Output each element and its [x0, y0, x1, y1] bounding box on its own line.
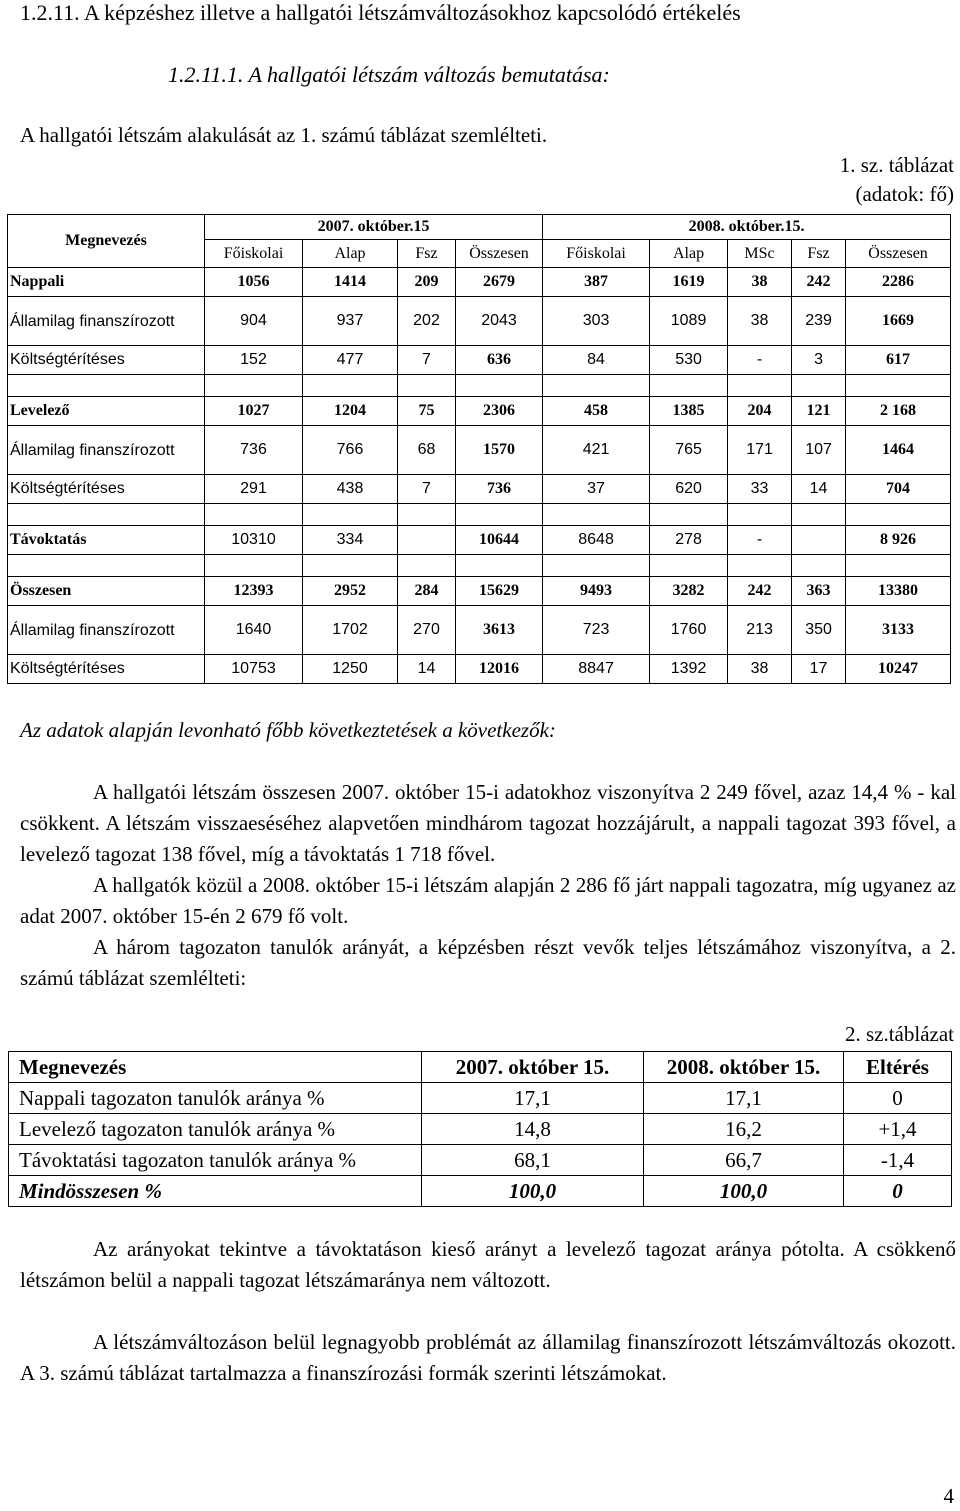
intro-text: A hallgatói létszám alakulását az 1. számú táblázat szemlélteti. — [20, 123, 548, 147]
table-cell: 7 — [398, 346, 456, 375]
table-cell: 12393 — [205, 577, 303, 606]
table-cell: 2306 — [456, 397, 543, 426]
table-cell: Levelező tagozaton tanulók aránya % — [9, 1114, 422, 1145]
section-heading: 1.2.11. A képzéshez illetve a hallgatói létszámváltozásokhoz kapcsolódó értékelés — [20, 0, 741, 25]
col-header: Alap — [650, 240, 728, 268]
row-label: Államilag finanszírozott — [8, 426, 205, 475]
table-cell: 0 — [844, 1083, 952, 1114]
row-label: Költségtérítéses — [8, 475, 205, 504]
table-cell: 33 — [728, 475, 792, 504]
table-cell: 2679 — [456, 268, 543, 297]
table-cell: 1669 — [846, 297, 951, 346]
table-cell: 84 — [543, 346, 650, 375]
table-cell: 937 — [303, 297, 398, 346]
col-header: 2008. október 15. — [644, 1052, 844, 1083]
table-cell: 1056 — [205, 268, 303, 297]
table-cell: 75 — [398, 397, 456, 426]
table-row — [9, 1114, 952, 1145]
table-cell: 202 — [398, 297, 456, 346]
row-label: Levelező — [8, 397, 205, 426]
table-cell: 1414 — [303, 268, 398, 297]
table-row — [8, 606, 951, 655]
table-cell: 66,7 — [644, 1145, 844, 1176]
col-header: Főiskolai — [543, 240, 650, 268]
table-cell: 15629 — [456, 577, 543, 606]
table-row — [8, 526, 951, 555]
col-header: Megnevezés — [9, 1052, 422, 1083]
table-cell: 736 — [205, 426, 303, 475]
table-cell: 477 — [303, 346, 398, 375]
table-cell: 37 — [543, 475, 650, 504]
table-cell: 303 — [543, 297, 650, 346]
conclusion-paragraphs — [20, 777, 956, 994]
table-cell: 1392 — [650, 655, 728, 684]
table-cell: 1089 — [650, 297, 728, 346]
table-row — [8, 475, 951, 504]
table-cell: 387 — [543, 268, 650, 297]
closing-paragraph-2 — [20, 1327, 956, 1389]
table-cell: Nappali tagozaton tanulók aránya % — [9, 1083, 422, 1114]
table1-unit: (adatok: fő) — [855, 182, 954, 206]
table-cell: 152 — [205, 346, 303, 375]
table-cell: 10310 — [205, 526, 303, 555]
table-cell: 242 — [792, 268, 846, 297]
table-cell: - — [728, 526, 792, 555]
table-row — [8, 297, 951, 346]
table-cell: 736 — [456, 475, 543, 504]
col-header: 2007. október 15. — [422, 1052, 644, 1083]
row-label: Államilag finanszírozott — [8, 297, 205, 346]
table-cell: 8648 — [543, 526, 650, 555]
table-cell: 8 926 — [846, 526, 951, 555]
col-header: Fsz — [792, 240, 846, 268]
table-row — [8, 268, 951, 297]
table-cell: 636 — [456, 346, 543, 375]
row-label: Költségtérítéses — [8, 346, 205, 375]
table-cell: 1570 — [456, 426, 543, 475]
col-header: Fsz — [398, 240, 456, 268]
table-cell: 1702 — [303, 606, 398, 655]
table-cell: 38 — [728, 297, 792, 346]
col-header: MSc — [728, 240, 792, 268]
table-cell: 239 — [792, 297, 846, 346]
table-cell: 16,2 — [644, 1114, 844, 1145]
table-cell: 2952 — [303, 577, 398, 606]
table-cell: 2 168 — [846, 397, 951, 426]
table-cell: 68,1 — [422, 1145, 644, 1176]
year1-header: 2007. október.15 — [205, 215, 543, 240]
col-header: Alap — [303, 240, 398, 268]
table-cell: 766 — [303, 426, 398, 475]
row-label: Távoktatás — [8, 526, 205, 555]
table2-caption: 2. sz.táblázat — [844, 1022, 954, 1046]
paragraph: A három tagozaton tanulók arányát, a képzésben részt vevők teljes létszámához viszonyítva, a 2. számú táblázat szemlélteti: — [20, 935, 956, 990]
table-cell: 121 — [792, 397, 846, 426]
table-cell: 2043 — [456, 297, 543, 346]
table-cell: 204 — [728, 397, 792, 426]
table1-caption: 1. sz. táblázat — [839, 153, 954, 177]
table-cell: 334 — [303, 526, 398, 555]
table-row — [8, 655, 951, 684]
table-row — [8, 397, 951, 426]
table-cell: 107 — [792, 426, 846, 475]
table-cell: 38 — [728, 268, 792, 297]
table-cell: 14 — [398, 655, 456, 684]
table-cell: -1,4 — [844, 1145, 952, 1176]
table-cell: 12016 — [456, 655, 543, 684]
table-cell: 1385 — [650, 397, 728, 426]
row-label: Államilag finanszírozott — [8, 606, 205, 655]
table-cell: 10644 — [456, 526, 543, 555]
page-number: 4 — [943, 1484, 954, 1508]
table-cell: 617 — [846, 346, 951, 375]
table-cell: +1,4 — [844, 1114, 952, 1145]
col-header: Eltérés — [844, 1052, 952, 1083]
table-cell: 1464 — [846, 426, 951, 475]
table-cell: 350 — [792, 606, 846, 655]
table-total-row — [9, 1176, 952, 1207]
table-cell: 7 — [398, 475, 456, 504]
name-header: Megnevezés — [8, 215, 205, 268]
table-cell: 17,1 — [422, 1083, 644, 1114]
table-row — [8, 346, 951, 375]
table-cell: 284 — [398, 577, 456, 606]
table-cell — [398, 526, 456, 555]
year2-header: 2008. október.15. — [543, 215, 951, 240]
table-cell: 100,0 — [422, 1176, 644, 1207]
paragraph: A hallgatói létszám összesen 2007. október 15-i adatokhoz viszonyítva 2 249 fővel, azaz 14,4 % - kal csökkent. A létszám visszaeséséhez alapvetően mindhárom tagozat hozzájárult, a nappali tagozat 393 fővel, a levelező tagozat 138 fővel, míg a távoktatás 1 718 fővel. — [20, 780, 956, 866]
table-cell: 458 — [543, 397, 650, 426]
table-cell: 270 — [398, 606, 456, 655]
table-cell: 1760 — [650, 606, 728, 655]
table-cell: 213 — [728, 606, 792, 655]
table-cell: 421 — [543, 426, 650, 475]
col-header: Összesen — [456, 240, 543, 268]
table-cell: 530 — [650, 346, 728, 375]
conclusion-heading: Az adatok alapján levonható főbb következtetések a következők: — [20, 718, 556, 742]
table-cell: 1619 — [650, 268, 728, 297]
table-cell: 14,8 — [422, 1114, 644, 1145]
table-row — [9, 1145, 952, 1176]
table-cell: 438 — [303, 475, 398, 504]
paragraph: A hallgatók közül a 2008. október 15-i létszám alapján 2 286 fő járt nappali tagozatra, míg ugyanez az adat 2007. október 15-én 2 679 fő volt. — [20, 873, 956, 928]
table-cell: 2286 — [846, 268, 951, 297]
row-label: Költségtérítéses — [8, 655, 205, 684]
paragraph: Az arányokat tekintve a távoktatáson kieső arányt a levelező tagozat aránya pótolta. A csökkenő létszámon belül a nappali tagozat létszámaránya nem változott. — [20, 1237, 956, 1292]
ratio-table — [8, 1051, 952, 1207]
spacer-row — [8, 504, 951, 526]
paragraph: A létszámváltozáson belül legnagyobb problémát az államilag finanszírozott létszámváltozás okozott. A 3. számú táblázat tartalmazza a finanszírozási formák szerinti létszámokat. — [20, 1330, 956, 1385]
table-cell: 363 — [792, 577, 846, 606]
table-cell: 904 — [205, 297, 303, 346]
table-cell: 13380 — [846, 577, 951, 606]
table-cell: 209 — [398, 268, 456, 297]
col-header: Összesen — [846, 240, 951, 268]
table-cell: 3 — [792, 346, 846, 375]
table-cell: 3613 — [456, 606, 543, 655]
table-row — [8, 426, 951, 475]
table-cell: 38 — [728, 655, 792, 684]
table-cell: 291 — [205, 475, 303, 504]
table-cell: 17 — [792, 655, 846, 684]
table-cell: 1204 — [303, 397, 398, 426]
table-cell: 10247 — [846, 655, 951, 684]
table-cell: 9493 — [543, 577, 650, 606]
table-cell: Távoktatási tagozaton tanulók aránya % — [9, 1145, 422, 1176]
col-header: Főiskolai — [205, 240, 303, 268]
table-cell: Mindösszesen % — [9, 1176, 422, 1207]
table-row — [8, 577, 951, 606]
table-cell: 1250 — [303, 655, 398, 684]
spacer-row — [8, 375, 951, 397]
row-label: Nappali — [8, 268, 205, 297]
row-label: Összesen — [8, 577, 205, 606]
table-cell: 100,0 — [644, 1176, 844, 1207]
table-row — [9, 1083, 952, 1114]
closing-paragraph-1 — [20, 1234, 956, 1296]
table-cell: 704 — [846, 475, 951, 504]
table-header-row — [9, 1052, 952, 1083]
table-cell: 14 — [792, 475, 846, 504]
table-cell: 1027 — [205, 397, 303, 426]
table-cell: 68 — [398, 426, 456, 475]
table-cell: 1640 — [205, 606, 303, 655]
subsection-heading: 1.2.11.1. A hallgatói létszám változás bemutatása: — [168, 62, 610, 87]
table-cell: 171 — [728, 426, 792, 475]
table-cell: 0 — [844, 1176, 952, 1207]
table-cell: 620 — [650, 475, 728, 504]
table-cell: 765 — [650, 426, 728, 475]
table-cell: 17,1 — [644, 1083, 844, 1114]
table-cell — [792, 526, 846, 555]
table-cell: 3133 — [846, 606, 951, 655]
table-cell: 242 — [728, 577, 792, 606]
table-cell: 3282 — [650, 577, 728, 606]
table-cell: 10753 — [205, 655, 303, 684]
table-cell: - — [728, 346, 792, 375]
table-cell: 723 — [543, 606, 650, 655]
table-cell: 278 — [650, 526, 728, 555]
table-cell: 8847 — [543, 655, 650, 684]
student-count-table — [7, 214, 951, 684]
spacer-row — [8, 555, 951, 577]
